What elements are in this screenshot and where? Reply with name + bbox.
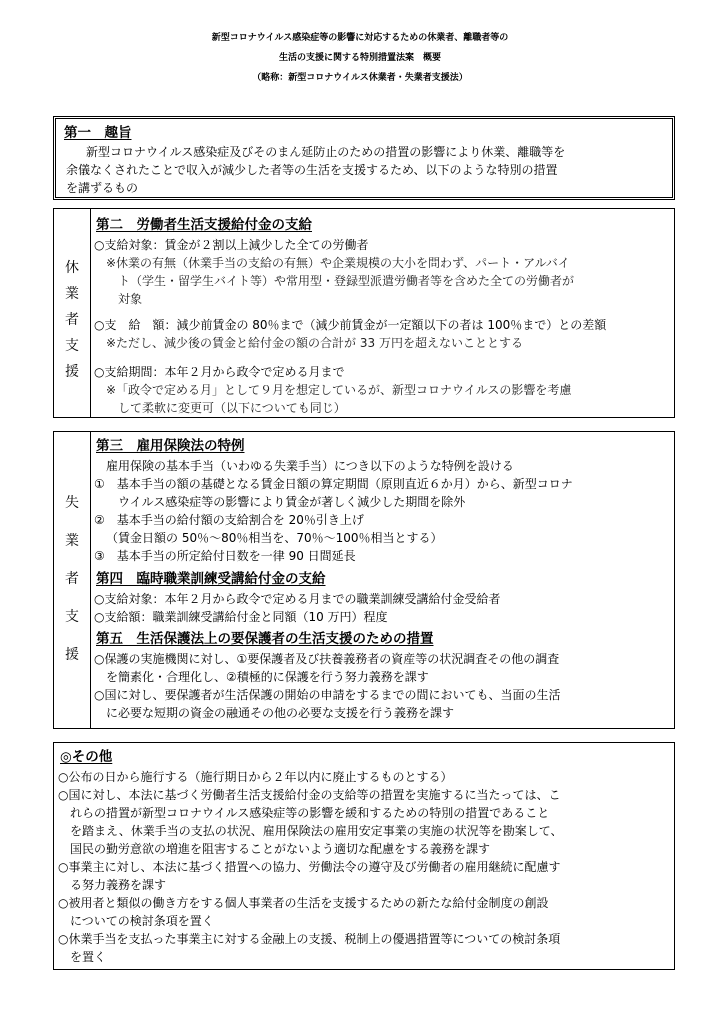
sec3-line: ② 基本手当の給付額の支給割合を 20％引き上げ: [94, 513, 364, 527]
sec2-note: ※休業の有無（休業手当の支給の有無）や企業規模の大小を問わず、パート・アルバイ: [106, 256, 570, 270]
worker-support-sidebar: [54, 209, 91, 417]
title-line-1: 新型コロナウイルス感染症等の影響に対応するための休業者、離職者等の: [211, 33, 509, 43]
sec3-line: ウイルス感染症等の影響により賃金が著しく減少した期間を除外: [118, 495, 466, 509]
other-box: [53, 742, 675, 970]
sec2-line: ○支給対象：賃金が２割以上減少した全ての労働者: [94, 238, 369, 252]
other-heading: ◎その他: [60, 749, 113, 765]
title-line-2: 生活の支援に関する特別措置法案 概要: [278, 53, 441, 63]
sec5-line: を簡素化・合理化し、②積極的に保護を行う努力義務を課す: [106, 670, 429, 684]
sec3-heading: 第三 雇用保険法の特例: [96, 438, 245, 454]
title-line-3: （略称：新型コロナウイルス休業者・失業者支援法）: [252, 73, 468, 83]
sec5-line: ○保護の実施機関に対し、①要保護者及び扶養義務者の資産等の状況調査その他の調査: [94, 652, 560, 666]
sidebar-char: 失: [65, 495, 79, 511]
other-line: れらの措置が新型コロナウイルス感染症等の影響を緩和するための特別の措置であること: [70, 806, 550, 820]
sec2-note: 対象: [118, 292, 143, 306]
sidebar-char: 者: [65, 312, 79, 328]
other-line: ○被用者と類似の働き方をする個人事業者の生活を支援するための新たな給付金制度の創設: [58, 896, 549, 910]
sec3-line: 雇用保険の基本手当（いわゆる失業手当）につき以下のような特例を設ける: [106, 459, 514, 473]
sec5-heading: 第五 生活保護法上の要保護者の生活支援のための措置: [96, 631, 434, 647]
sec5-line: に必要な短期の資金の融通その他の必要な支援を行う義務を課す: [106, 706, 455, 720]
sec2-line: ○支 給 額：減少前賃金の 80％まで（減少前賃金が一定額以下の者は 100％まで）との差額: [94, 318, 607, 332]
sec4-line: ○支給対象：本年２月から政令で定める月までの職業訓練受講給付金受給者: [94, 592, 501, 606]
other-line: ○国に対し、本法に基づく労働者生活支援給付金の支給等の措置を実施するに当たっては、こ: [58, 788, 561, 802]
purpose-line: 余儀なくされたことで収入が減少した者等の生活を支援するため、以下のような特別の措置: [66, 163, 558, 177]
sec2-note: ※「政令で定める月」として９月を想定しているが、新型コロナウイルスの影響を考慮: [106, 383, 572, 397]
worker-support-box: [53, 208, 675, 418]
sec4-line: ○支給額：職業訓練受講給付金と同額（10 万円）程度: [94, 610, 388, 624]
sidebar-char: 休: [65, 260, 79, 276]
sec2-line: ○支給期間：本年２月から政令で定める月まで: [94, 365, 345, 379]
purpose-line: 新型コロナウイルス感染症及びそのまん延防止のための措置の影響により休業、離職等を: [86, 145, 566, 159]
sidebar-char: 支: [65, 338, 79, 354]
other-line: 国民の勤労意欲の増進を阻害することがないよう適切な配慮をする義務を課す: [70, 842, 491, 856]
sec3-line: ③ 基本手当の所定給付日数を一律 90 日間延長: [94, 549, 356, 563]
sidebar-char: 業: [65, 533, 79, 549]
sec5-line: ○国に対し、要保護者が生活保護の開始の申請をするまでの間においても、当面の生活: [94, 688, 561, 702]
sec2-note: して柔軟に変更可（以下についても同じ）: [118, 401, 346, 415]
other-line: ○事業主に対し、本法に基づく措置への協力、労働法令の遵守及び労働者の雇用継続に配慮す: [58, 860, 561, 874]
other-line: る努力義務を課す: [70, 878, 167, 892]
sidebar-char: 者: [65, 571, 79, 587]
sec3-line: （賃金日額の 50％～80％相当を、70％～100％相当とする）: [106, 531, 443, 545]
document-title: [0, 28, 720, 88]
unemployed-support-sidebar: [54, 432, 91, 728]
other-line: についての検討条項を置く: [70, 914, 214, 928]
other-line: ○公布の日から施行する（施行期日から２年以内に廃止するものとする）: [58, 770, 453, 784]
sec4-heading: 第四 臨時職業訓練受講給付金の支給: [96, 571, 326, 587]
unemployed-support-box: [53, 431, 675, 729]
sidebar-char: 支: [65, 609, 79, 625]
sec3-line: ① 基本手当の額の基礎となる賃金日額の算定期間（原則直近６か月）から、新型コロナ: [94, 477, 573, 491]
purpose-box: [53, 116, 675, 200]
other-line: を置く: [70, 950, 107, 964]
purpose-line: を講ずるもの: [66, 181, 139, 195]
sidebar-char: 業: [65, 286, 79, 302]
sidebar-char: 援: [65, 364, 79, 380]
purpose-heading: 第一 趣旨: [64, 125, 132, 141]
sec2-note: ト（学生・留学生バイト等）や常用型・登録型派遣労働者等を含めた全ての労働者が: [118, 274, 575, 288]
sec2-note: ※ただし、減少後の賃金と給付金の額の合計が 33 万円を超えないこととする: [106, 336, 523, 350]
sec2-heading: 第二 労働者生活支援給付金の支給: [96, 217, 312, 233]
other-line: を踏まえ、休業手当の支払の状況、雇用保険法の雇用安定事業の実施の状況等を勘案して、: [70, 824, 563, 838]
sidebar-char: 援: [65, 647, 79, 663]
other-line: ○休業手当を支払った事業主に対する金融上の支援、税制上の優遇措置等についての検討条項: [58, 932, 561, 946]
